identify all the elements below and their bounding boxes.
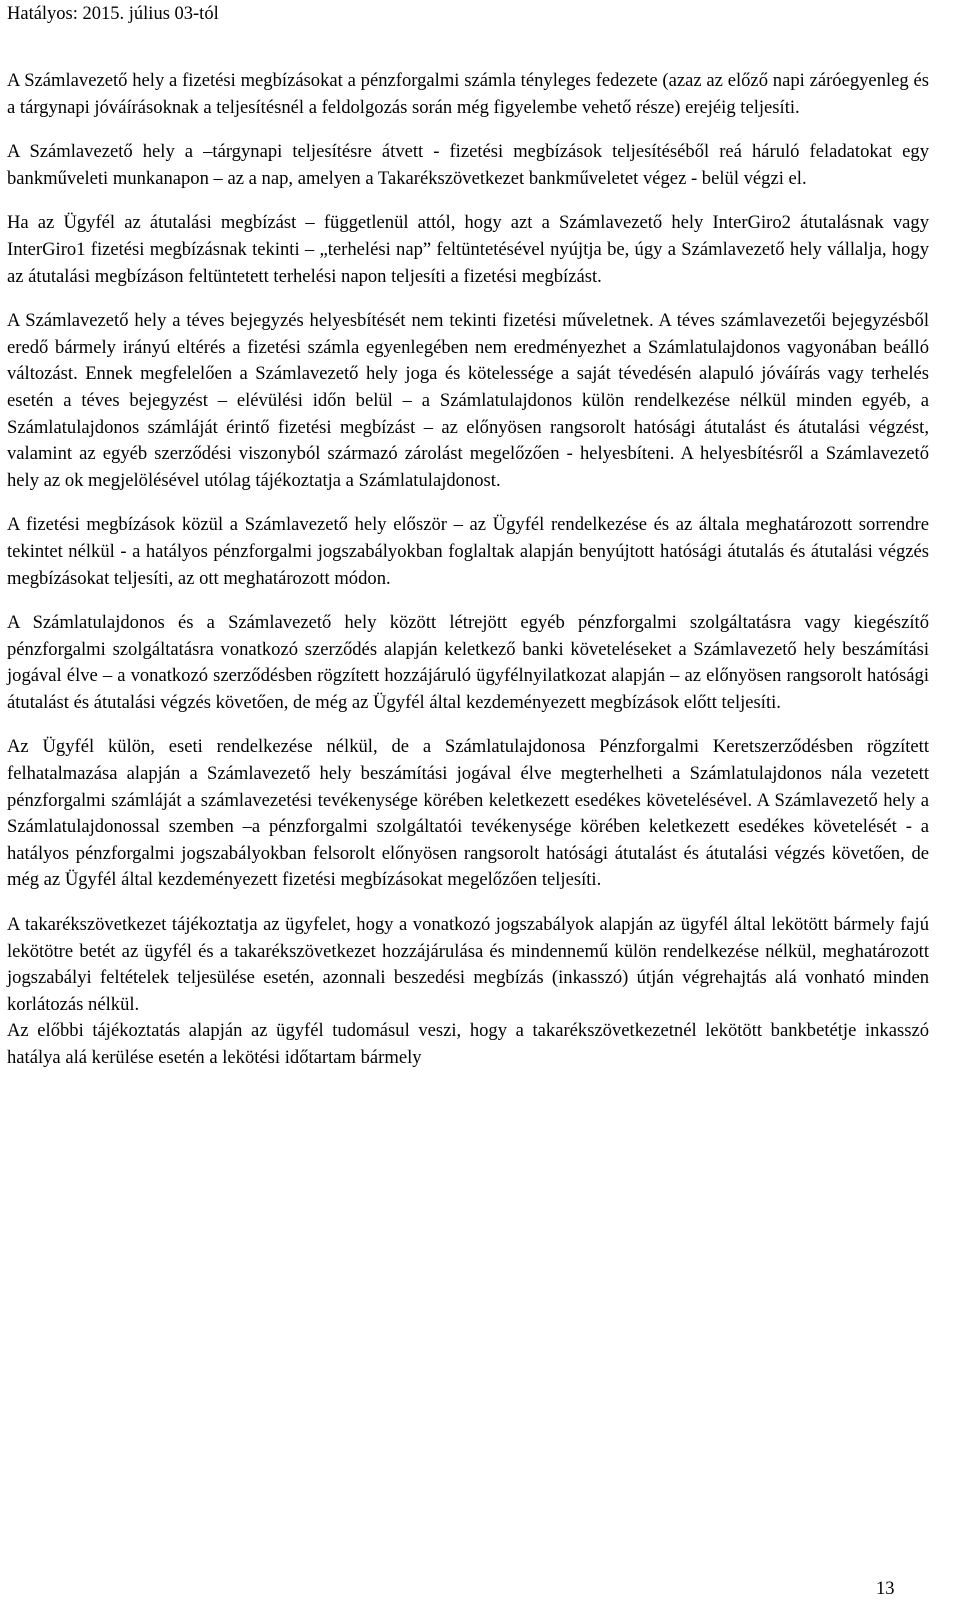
document-body <box>7 68 929 1072</box>
paragraph-inkasszo-tajekoztatas: A takarékszövetkezet tájékoztatja az ügyfelet, hogy a vonatkozó jogszabályok alapján az ügyfél által lekötött bármely fajú lekötötre betét az ügyfél és a takarékszövetkezet hozzájárulása és mindennemű külön rendelkezése nélkül, meghatározott jogszabályi feltételek teljesülése esetén, azonnali beszedési megbízás (inkasszó) útján végrehajtás alá vonható minden korlátozás nélkül. <box>7 914 929 1015</box>
paragraph-lekotott-betet: Az előbbi tájékoztatás alapján az ügyfél tudomásul veszi, hogy a takarékszövetkezetnél lekötött bankbetétje inkasszó hatálya alá kerülése esetén a lekötési időtartam bármely <box>7 1020 929 1068</box>
paragraph-beszamitasi-jog: A Számlatulajdonos és a Számlavezető hely között létrejött egyéb pénzforgalmi szolgáltatásra vagy kiegészítő pénzforgalmi szolgáltatásra vonatkozó szerződés alapján keletkező banki követeléseket a Számlavezető hely beszámítási jogával élve – a vonatkozó szerződésben rögzített hozzájáruló ügyfélnyilatkozat alapján – az előnyösen rangsorolt hatósági átutalást és átutalási végzés követően, de még az Ügyfél által kezdeményezett megbízások előtt teljesíti. <box>7 612 929 713</box>
paragraph-terhelesi-nap: Ha az Ügyfél az átutalási megbízást – függetlenül attól, hogy azt a Számlavezető hely InterGiro2 átutalásnak vagy InterGiro1 fizetési megbízásnak tekinti – „terhelési nap” feltüntetésével nyújtja be, úgy a Számlavezető hely vállalja, hogy az átutalási megbízáson feltüntetett terhelési napon teljesíti a fizetési megbízást. <box>7 212 929 287</box>
paragraph-teves-bejegyzes: A Számlavezető hely a téves bejegyzés helyesbítését nem tekinti fizetési műveletnek. A téves számlavezetői bejegyzésből eredő bármely irányú eltérés a fizetési számla egyenlegében nem eredményezhet a Számlatulajdonos vagyonában beálló változást. Ennek megfelelően a Számlavezető hely joga és kötelessége a saját tévedésén alapuló jóváírás vagy terhelés esetén a téves bejegyzést – elévülési időn belül – a Számlatulajdonos külön rendelkezése nélkül minden egyéb, a Számlatulajdonos számláját érintő fizetési megbízást – az előnyösen rangsorolt hatósági átutalást és átutalási végzést, valamint az egyéb szerződési viszonyból származó zárolást megelőzően - helyesbíteni. A helyesbítésről a Számlavezető hely az ok megjelölésével utólag tájékoztatja a Számlatulajdonost. <box>7 310 929 491</box>
effective-date-header: Hatályos: 2015. július 03-tól <box>7 4 219 24</box>
paragraph-fedezet: A Számlavezető hely a fizetési megbízásokat a pénzforgalmi számla tényleges fedezete (azaz az előző napi záróegyenleg és a tárgynapi jóváírásoknak a teljesítésnél a feldolgozás során még figyelembe vehető része) erejéig teljesíti. <box>7 70 929 118</box>
paragraph-hatosagi-atutalas: A fizetési megbízások közül a Számlavezető hely először – az Ügyfél rendelkezése és az általa meghatározott sorrendre tekintet nélkül - a hatályos pénzforgalmi jogszabályokban foglaltak alapján benyújtott hatósági átutalás és átutalási végzés megbízásokat teljesíti, az ott meghatározott módon. <box>7 514 929 589</box>
paragraph-bankmuveleti-munkanap: A Számlavezető hely a –tárgynapi teljesítésre átvett - fizetési megbízások teljesítéséből reá háruló feladatokat egy bankműveleti munkanapon – az a nap, amelyen a Takarékszövetkezet bankműveletet végez - belül végzi el. <box>7 141 929 189</box>
paragraph-eseti-rendelkezes: Az Ügyfél külön, eseti rendelkezése nélkül, de a Számlatulajdonosa Pénzforgalmi Keretszerződésben rögzített felhatalmazása alapján a Számlavezető hely beszámítási jogával élve megterhelheti a Számlatulajdonos nála vezetett pénzforgalmi számláját a számlavezetési tevékenysége körében keletkezett esedékes követelésével. A Számlavezető hely a Számlatulajdonossal szemben –a pénzforgalmi szolgáltatói tevékenysége körében keletkezett esedékes követelését - a hatályos pénzforgalmi jogszabályokban felsorolt előnyösen rangsorolt hatósági átutalást és átutalási végzés követően, de még az Ügyfél által kezdeményezett fizetési megbízásokat megelőzően teljesíti. <box>7 736 929 891</box>
page-number: 13 <box>876 1579 895 1599</box>
